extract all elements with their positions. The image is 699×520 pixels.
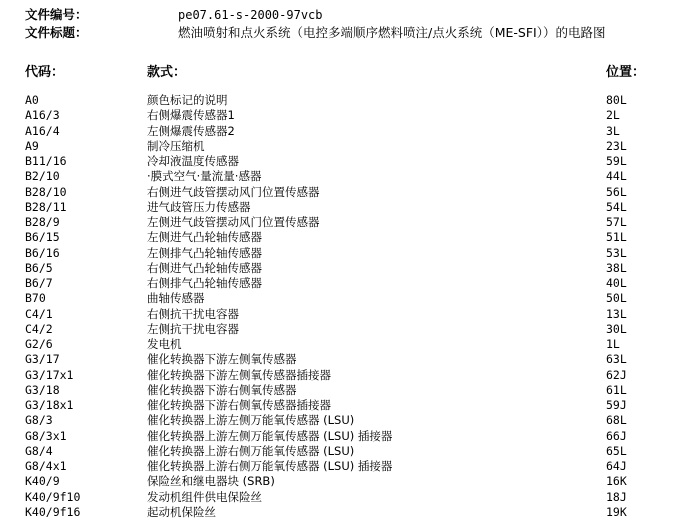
- table-row: [0, 490, 699, 505]
- component-code: G3/18x1: [25, 398, 74, 412]
- file-number-label: 文件编号：: [25, 7, 88, 22]
- table-row: [0, 413, 699, 428]
- component-position: 30L: [606, 321, 627, 336]
- component-description: 催化转换器上游右侧万能氧传感器 (LSU) 插接器: [147, 459, 393, 473]
- component-description: 左侧抗干扰电容器: [147, 321, 239, 336]
- component-description: 左侧进气歧管摆动风门位置传感器: [147, 215, 320, 229]
- component-position: 18J: [606, 489, 627, 504]
- component-code: G8/4: [25, 443, 53, 458]
- component-description: 曲轴传感器: [147, 291, 205, 306]
- table-row: [0, 200, 699, 215]
- table-row: [0, 307, 699, 322]
- component-description: 催化转换器下游右侧氧传感器: [147, 382, 297, 397]
- code-column-header: 代码：: [25, 65, 65, 80]
- table-row: [0, 383, 699, 398]
- component-code: G8/4x1: [25, 459, 67, 473]
- table-row: [0, 337, 699, 352]
- component-code: G8/3: [25, 413, 53, 428]
- component-description: 催化转换器下游左侧氧传感器: [147, 352, 297, 367]
- component-position: 53L: [606, 245, 627, 260]
- component-code: B28/10: [25, 184, 67, 199]
- component-description: 催化转换器上游左侧万能氧传感器 (LSU): [147, 413, 355, 428]
- component-description: 保险丝和继电器块 (SRB): [147, 474, 275, 489]
- component-code: G3/17x1: [25, 367, 74, 382]
- file-title-value: 燃油喷射和点火系统（电控多端顺序燃料喷注/点火系统（ME-SFI））的电路图: [178, 25, 606, 40]
- component-code: G2/6: [25, 337, 53, 351]
- component-code: B6/5: [25, 260, 53, 275]
- component-position: 13L: [606, 306, 627, 321]
- component-description: 右侧进气凸轮轴传感器: [147, 260, 262, 275]
- component-description: 左侧排气凸轮轴传感器: [147, 245, 262, 260]
- table-row: [0, 230, 699, 245]
- table-row: [0, 215, 699, 230]
- component-position: 62J: [606, 367, 627, 382]
- component-position: 59J: [606, 398, 627, 412]
- component-code: C4/1: [25, 306, 53, 321]
- component-description: 冷却液温度传感器: [147, 154, 239, 168]
- component-code: G3/18: [25, 382, 60, 397]
- table-row: [0, 459, 699, 474]
- table-row: [0, 352, 699, 367]
- component-position: 50L: [606, 291, 627, 306]
- component-position: 23L: [606, 138, 627, 153]
- component-position: 38L: [606, 260, 627, 275]
- table-row: [0, 93, 699, 108]
- component-description: 催化转换器下游左侧氧传感器插接器: [147, 367, 331, 382]
- component-position: 2L: [606, 108, 620, 123]
- component-description: 左侧进气凸轮轴传感器: [147, 230, 262, 245]
- table-row: [0, 474, 699, 489]
- table-row: [0, 169, 699, 184]
- component-description: 催化转换器下游右侧氧传感器插接器: [147, 398, 331, 412]
- table-row: [0, 185, 699, 200]
- component-code: C4/2: [25, 321, 53, 336]
- table-row: [0, 291, 699, 306]
- component-position: 3L: [606, 123, 620, 138]
- component-table: [0, 93, 699, 520]
- component-position: 61L: [606, 382, 627, 397]
- description-column-header: 款式：: [147, 65, 187, 80]
- component-position: 57L: [606, 215, 627, 229]
- position-column-header: 位置：: [606, 65, 646, 80]
- component-description: 右侧进气歧管摆动风门位置传感器: [147, 184, 320, 199]
- component-code: B11/16: [25, 154, 67, 168]
- component-description: 右侧爆震传感器1: [147, 108, 235, 123]
- component-position: 16K: [606, 474, 627, 489]
- component-position: 59L: [606, 154, 627, 168]
- table-row: [0, 154, 699, 169]
- component-code: K40/9f10: [25, 489, 81, 504]
- component-description: 进气歧管压力传感器: [147, 199, 251, 214]
- component-position: 44L: [606, 169, 627, 184]
- component-position: 64J: [606, 459, 627, 473]
- component-description: 起动机保险丝: [147, 504, 216, 519]
- component-position: 63L: [606, 352, 627, 367]
- component-code: A0: [25, 93, 39, 107]
- table-row: [0, 368, 699, 383]
- table-row: [0, 261, 699, 276]
- component-code: B28/11: [25, 199, 67, 214]
- table-row: [0, 246, 699, 261]
- component-position: 1L: [606, 337, 620, 351]
- component-position: 68L: [606, 413, 627, 428]
- file-number-value: pe07.61-s-2000-97vcb: [178, 8, 323, 22]
- file-title-label: 文件标题：: [25, 25, 88, 40]
- component-code: B6/15: [25, 230, 60, 245]
- component-description: 催化转换器上游左侧万能氧传感器 (LSU) 插接器: [147, 428, 393, 443]
- component-position: 19K: [606, 504, 627, 519]
- table-row: [0, 444, 699, 459]
- table-row: [0, 108, 699, 123]
- component-code: B2/10: [25, 169, 60, 184]
- component-code: K40/9f16: [25, 504, 81, 519]
- component-code: G3/17: [25, 352, 60, 367]
- component-description: 发动机组件供电保险丝: [147, 489, 262, 504]
- component-position: 40L: [606, 276, 627, 290]
- component-description: 催化转换器上游右侧万能氧传感器 (LSU): [147, 443, 355, 458]
- component-position: 66J: [606, 428, 627, 443]
- component-code: G8/3x1: [25, 428, 67, 443]
- component-code: K40/9: [25, 474, 60, 489]
- component-position: 54L: [606, 199, 627, 214]
- component-description: 右侧排气凸轮轴传感器: [147, 276, 262, 290]
- component-code: A16/3: [25, 108, 60, 123]
- component-code: A16/4: [25, 123, 60, 138]
- component-position: 56L: [606, 184, 627, 199]
- table-row: [0, 505, 699, 520]
- component-description: 制冷压缩机: [147, 138, 205, 153]
- component-description: 发电机: [147, 337, 182, 351]
- component-position: 51L: [606, 230, 627, 245]
- component-position: 80L: [606, 93, 627, 107]
- table-row: [0, 398, 699, 413]
- table-row: [0, 276, 699, 291]
- component-description: ·膜式空气·量流量·感器: [147, 169, 262, 184]
- table-row: [0, 124, 699, 139]
- table-row: [0, 429, 699, 444]
- component-code: A9: [25, 138, 39, 153]
- table-row: [0, 139, 699, 154]
- component-description: 左侧爆震传感器2: [147, 123, 235, 138]
- component-code: B28/9: [25, 215, 60, 229]
- component-code: B70: [25, 291, 46, 306]
- table-row: [0, 322, 699, 337]
- component-code: B6/7: [25, 276, 53, 290]
- component-position: 65L: [606, 443, 627, 458]
- component-code: B6/16: [25, 245, 60, 260]
- component-description: 颜色标记的说明: [147, 93, 228, 107]
- component-description: 右侧抗干扰电容器: [147, 306, 239, 321]
